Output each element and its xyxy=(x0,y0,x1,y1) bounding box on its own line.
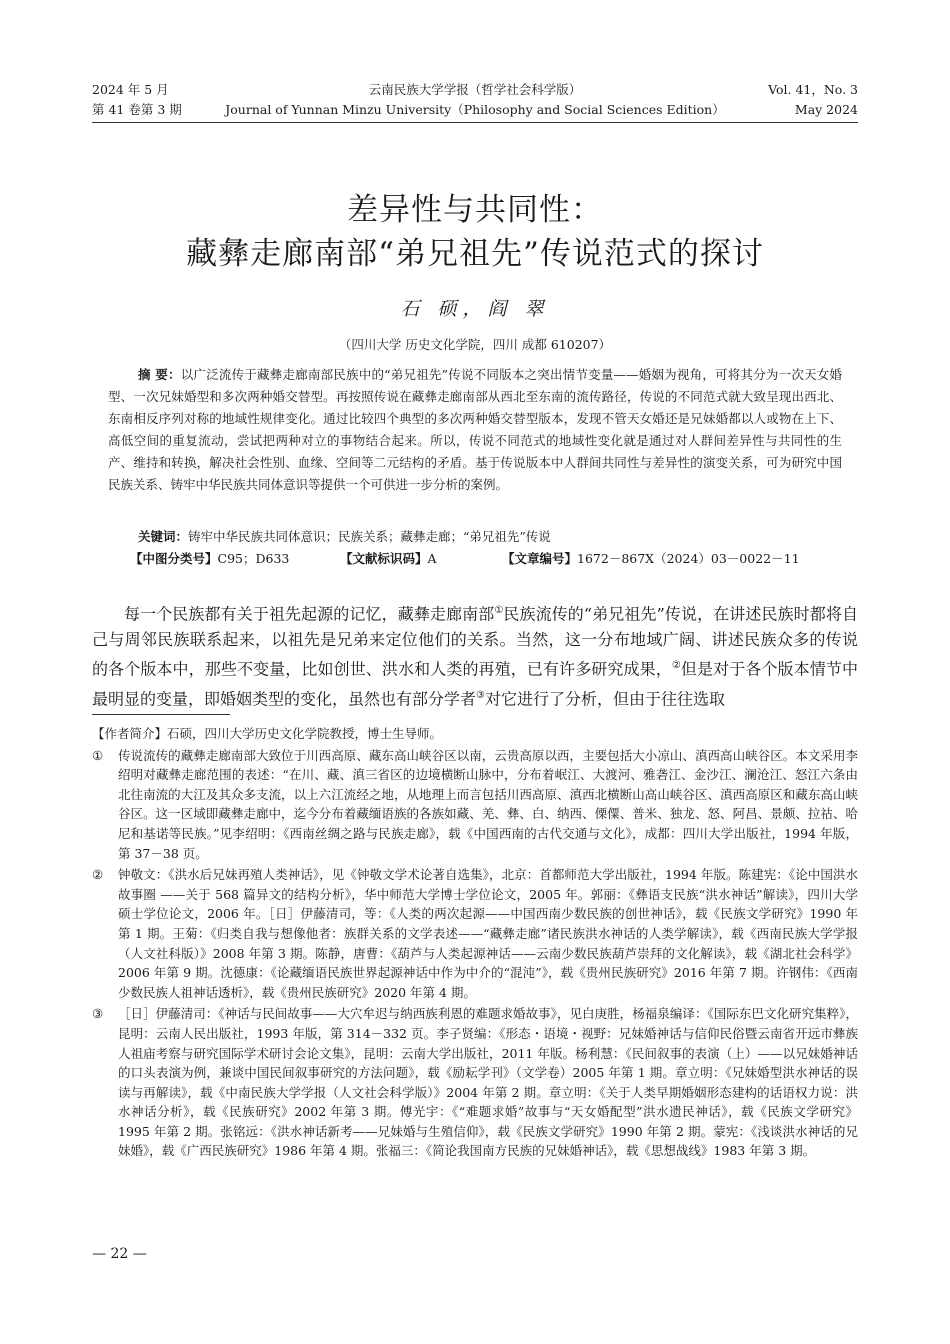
header-volume: 第 41 卷第 3 期 xyxy=(92,102,182,117)
doc-code xyxy=(340,548,437,570)
header-issue-info-en xyxy=(768,80,858,120)
keywords-label: 关键词： xyxy=(138,529,189,544)
abstract xyxy=(108,364,842,496)
footnote-ref-3[interactable]: ③ xyxy=(476,689,485,701)
footnote-ref-1[interactable]: ① xyxy=(494,605,504,616)
clc-label: 【中图分类号】 xyxy=(130,551,218,566)
clc-value: C95；D633 xyxy=(217,551,290,566)
body-text-segment: 对它进行了分析，但由于往往选取 xyxy=(484,688,725,708)
keywords-text: 铸牢中华民族共同体意识；民族关系；藏彝走廊；“弟兄祖先”传说 xyxy=(188,529,551,544)
article-title xyxy=(92,188,858,276)
footnote-ref-2[interactable]: ② xyxy=(671,660,681,672)
author-bio-label: 【作者简介】 xyxy=(92,726,168,741)
footnote-mark: ① xyxy=(92,747,104,763)
footnote-3 xyxy=(92,1004,858,1161)
footnote-text: 传说流传的藏彝走廊南部大致位于川西高原、藏东高山峡谷区以南，云贵高原以西，主要包括大小凉山、滇西高山峡谷区。本文采用李绍明对藏彝走廊范围的表述：“在川、藏、滇三省区的边境横断山脉中，分布着岷江、大渡河、雅砻江、金沙江、澜沧江、怒江六条由北往南流的大江及其众多支流，以上六江流经之地，从地理上而言包括川西高原、滇西北横断山高山峡谷区、滇西高原区和藏东高山峡谷区。这一区域即藏彝走廊中，迄今分布着藏缅语族的各族如藏、羌、彝、白、纳西、傈僳、普米、独龙、怒、阿昌、景颇、拉祜、哈尼和基诺等民族。”见李绍明：《西南丝绸之路与民族走廊》，载《中国西南的古代交通与文化》，成都：四川大学出版社，1994 年版，第 37－38 页。 xyxy=(118,747,858,861)
body-text-segment: 但是对于各个版本情节中最明显的变量，即婚姻类型的变化，虽然也有部分学者 xyxy=(92,659,858,708)
footnote-mark: ② xyxy=(92,867,104,883)
header-date-en: May 2024 xyxy=(794,102,858,117)
header-journal xyxy=(200,80,750,120)
footnote-2 xyxy=(92,865,858,1002)
author-bio-text: 石硕，四川大学历史文化学院教授，博士生导师。 xyxy=(167,726,443,741)
clc-code xyxy=(130,548,289,570)
title-line-1: 差异性与共同性： xyxy=(347,192,603,228)
body-text-segment: 每一个民族都有关于祖先起源的记忆，藏彝走廊南部 xyxy=(124,604,495,624)
doc-label: 【文献标识码】 xyxy=(340,551,428,566)
abstract-text: 以广泛流传于藏彝走廊南部民族中的“弟兄祖先”传说不同版本之突出情节变量——婚姻为视角，可将其分为一次天女婚型、一次兄妹婚型和多次两种婚交替型。再按照传说在藏彝走廊南部从西北至东南的流传路径，传说的不同范式就大致呈现出西北、东南相反序列对称的地域性规律变化。通过比较四个典型的多次两种婚交替型版本，发现不管天女婚还是兄妹婚都以人或物在上下、高低空间的重复流动，尝试把两种对立的事物结合起来。所以，传说不同范式的地域性变化就是通过对人群间差异性与共同性的生产、维持和转换，解决社会性别、血缘、空间等二元结构的矛盾。基于传说版本中人群间共同性与差异性的演变关系，可为研究中国民族关系、铸牢中华民族共同体意识等提供一个可供进一步分析的案例。 xyxy=(108,367,842,492)
header-date: 2024 年 5 月 xyxy=(92,82,169,97)
article-number-label: 【文章编号】 xyxy=(502,551,578,566)
footnote-1 xyxy=(92,746,858,864)
journal-name-cn: 云南民族大学学报（哲学社会科学版） xyxy=(368,82,582,97)
footnote-divider xyxy=(92,714,230,715)
title-line-2: 藏彝走廊南部“弟兄祖先”传说范式的探讨 xyxy=(186,236,764,272)
body-text-segment: 民族流传的“弟兄祖先”传说，在讲述民族时都将自己与周邻民族联系起来，以祖先是兄弟来定位他们的关系。当然，这一分布地域广阔、讲述民族众多的传说的各个版本中，那些不变量，比如创世、洪水和人类的再殖，已有许多研究成果， xyxy=(92,604,858,679)
authors: 石 硕，阎 翠 xyxy=(400,298,550,320)
author-bio xyxy=(92,724,858,744)
body-paragraph xyxy=(92,598,858,712)
header-divider xyxy=(92,122,858,123)
article-number-value: 1672－867X（2024）03－0022－11 xyxy=(577,551,800,566)
footnotes xyxy=(92,724,858,1163)
header-issue-info xyxy=(92,80,182,120)
abstract-label: 摘 要： xyxy=(138,367,181,382)
affiliation: （四川大学 历史文化学院，四川 成都 610207） xyxy=(338,337,612,352)
journal-name-en: Journal of Yunnan Minzu University（Philosophy and Social Sciences Edition） xyxy=(225,102,725,117)
page-number: — 22 — xyxy=(92,1246,147,1262)
keywords xyxy=(138,526,842,548)
footnote-mark: ③ xyxy=(92,1006,104,1022)
header-volume-en: Vol. 41，No. 3 xyxy=(768,82,858,97)
doc-value: A xyxy=(427,551,437,566)
footnote-text: ［日］伊藤清司：《神话与民间故事——大穴牟迟与纳西族利恩的难题求婚故事》，见白庚胜，杨福泉编译：《国际东巴文化研究集粹》，昆明：云南人民出版社，1993 年版，第 314－332 页。李子贤编：《形态・语境・视野：兄妹婚神话与信仰民俗暨云南省开远市彝族人祖庙考察与研究国际学术研讨会论文集》，昆明：云南大学出版社，2011 年版。杨利慧：《民间叙事的表演（上）——以兄妹婚神话的口头表演为例，兼谈中国民间叙事研究的方法问题》，载《励耘学刊》（文学卷）2005 年第 1 期。章立明：《兄妹婚型洪水神话的误读与再解读》，载《中南民族大学学报（人文社会科学版）》2004 年第 2 期。章立明：《关于人类早期婚姻形态建构的话语权力说：洪水神话分析》，载《民族研究》2002 年第 3 期。傅光宇：《“难题求婚”故事与“天女婚配型”洪水遗民神话》，载《民族文学研究》1995 年第 2 期。张铭远：《洪水神话新考——兄妹婚与生殖信仰》，载《民族文学研究》1990 年第 2 期。蒙宪：《浅谈洪水神话的兄妹婚》，载《广西民族研究》1986 年第 4 期。张福三：《简论我国南方民族的兄妹婚神话》，载《思想战线》1983 年第 3 期。 xyxy=(118,1006,858,1159)
footnote-text: 钟敬文：《洪水后兄妹再殖人类神话》，见《钟敬文学术论著自选集》，北京：首都师范大学出版社，1994 年版。陈建宪：《论中国洪水故事圈 ——关于 568 篇异文的结构分析》，华中师范大学博士学位论文，2005 年。郭丽：《彝语支民族“洪水神话”解读》，四川大学硕士学位论文，2006 年。［日］伊藤清司，等：《人类的两次起源——中国西南少数民族的创世神话》，载《民族文学研究》1990 年第 1 期。王菊：《归类自我与想像他者：族群关系的文学表述——“藏彝走廊”诸民族洪水神话的人类学解读》，载《西南民族大学学报（人文社科版）》2008 年第 3 期。陈静，唐曹：《葫芦与人类起源神话——云南少数民族葫芦崇拜的文化解读》，载《湖北社会科学》2006 年第 9 期。沈德康：《论藏缅语民族世界起源神话中作为中介的“混沌”》，载《贵州民族研究》2016 年第 7 期。许钢伟：《西南少数民族人祖神话透析》，载《贵州民族研究》2020 年第 4 期。 xyxy=(118,867,858,1000)
article-number xyxy=(502,548,800,570)
